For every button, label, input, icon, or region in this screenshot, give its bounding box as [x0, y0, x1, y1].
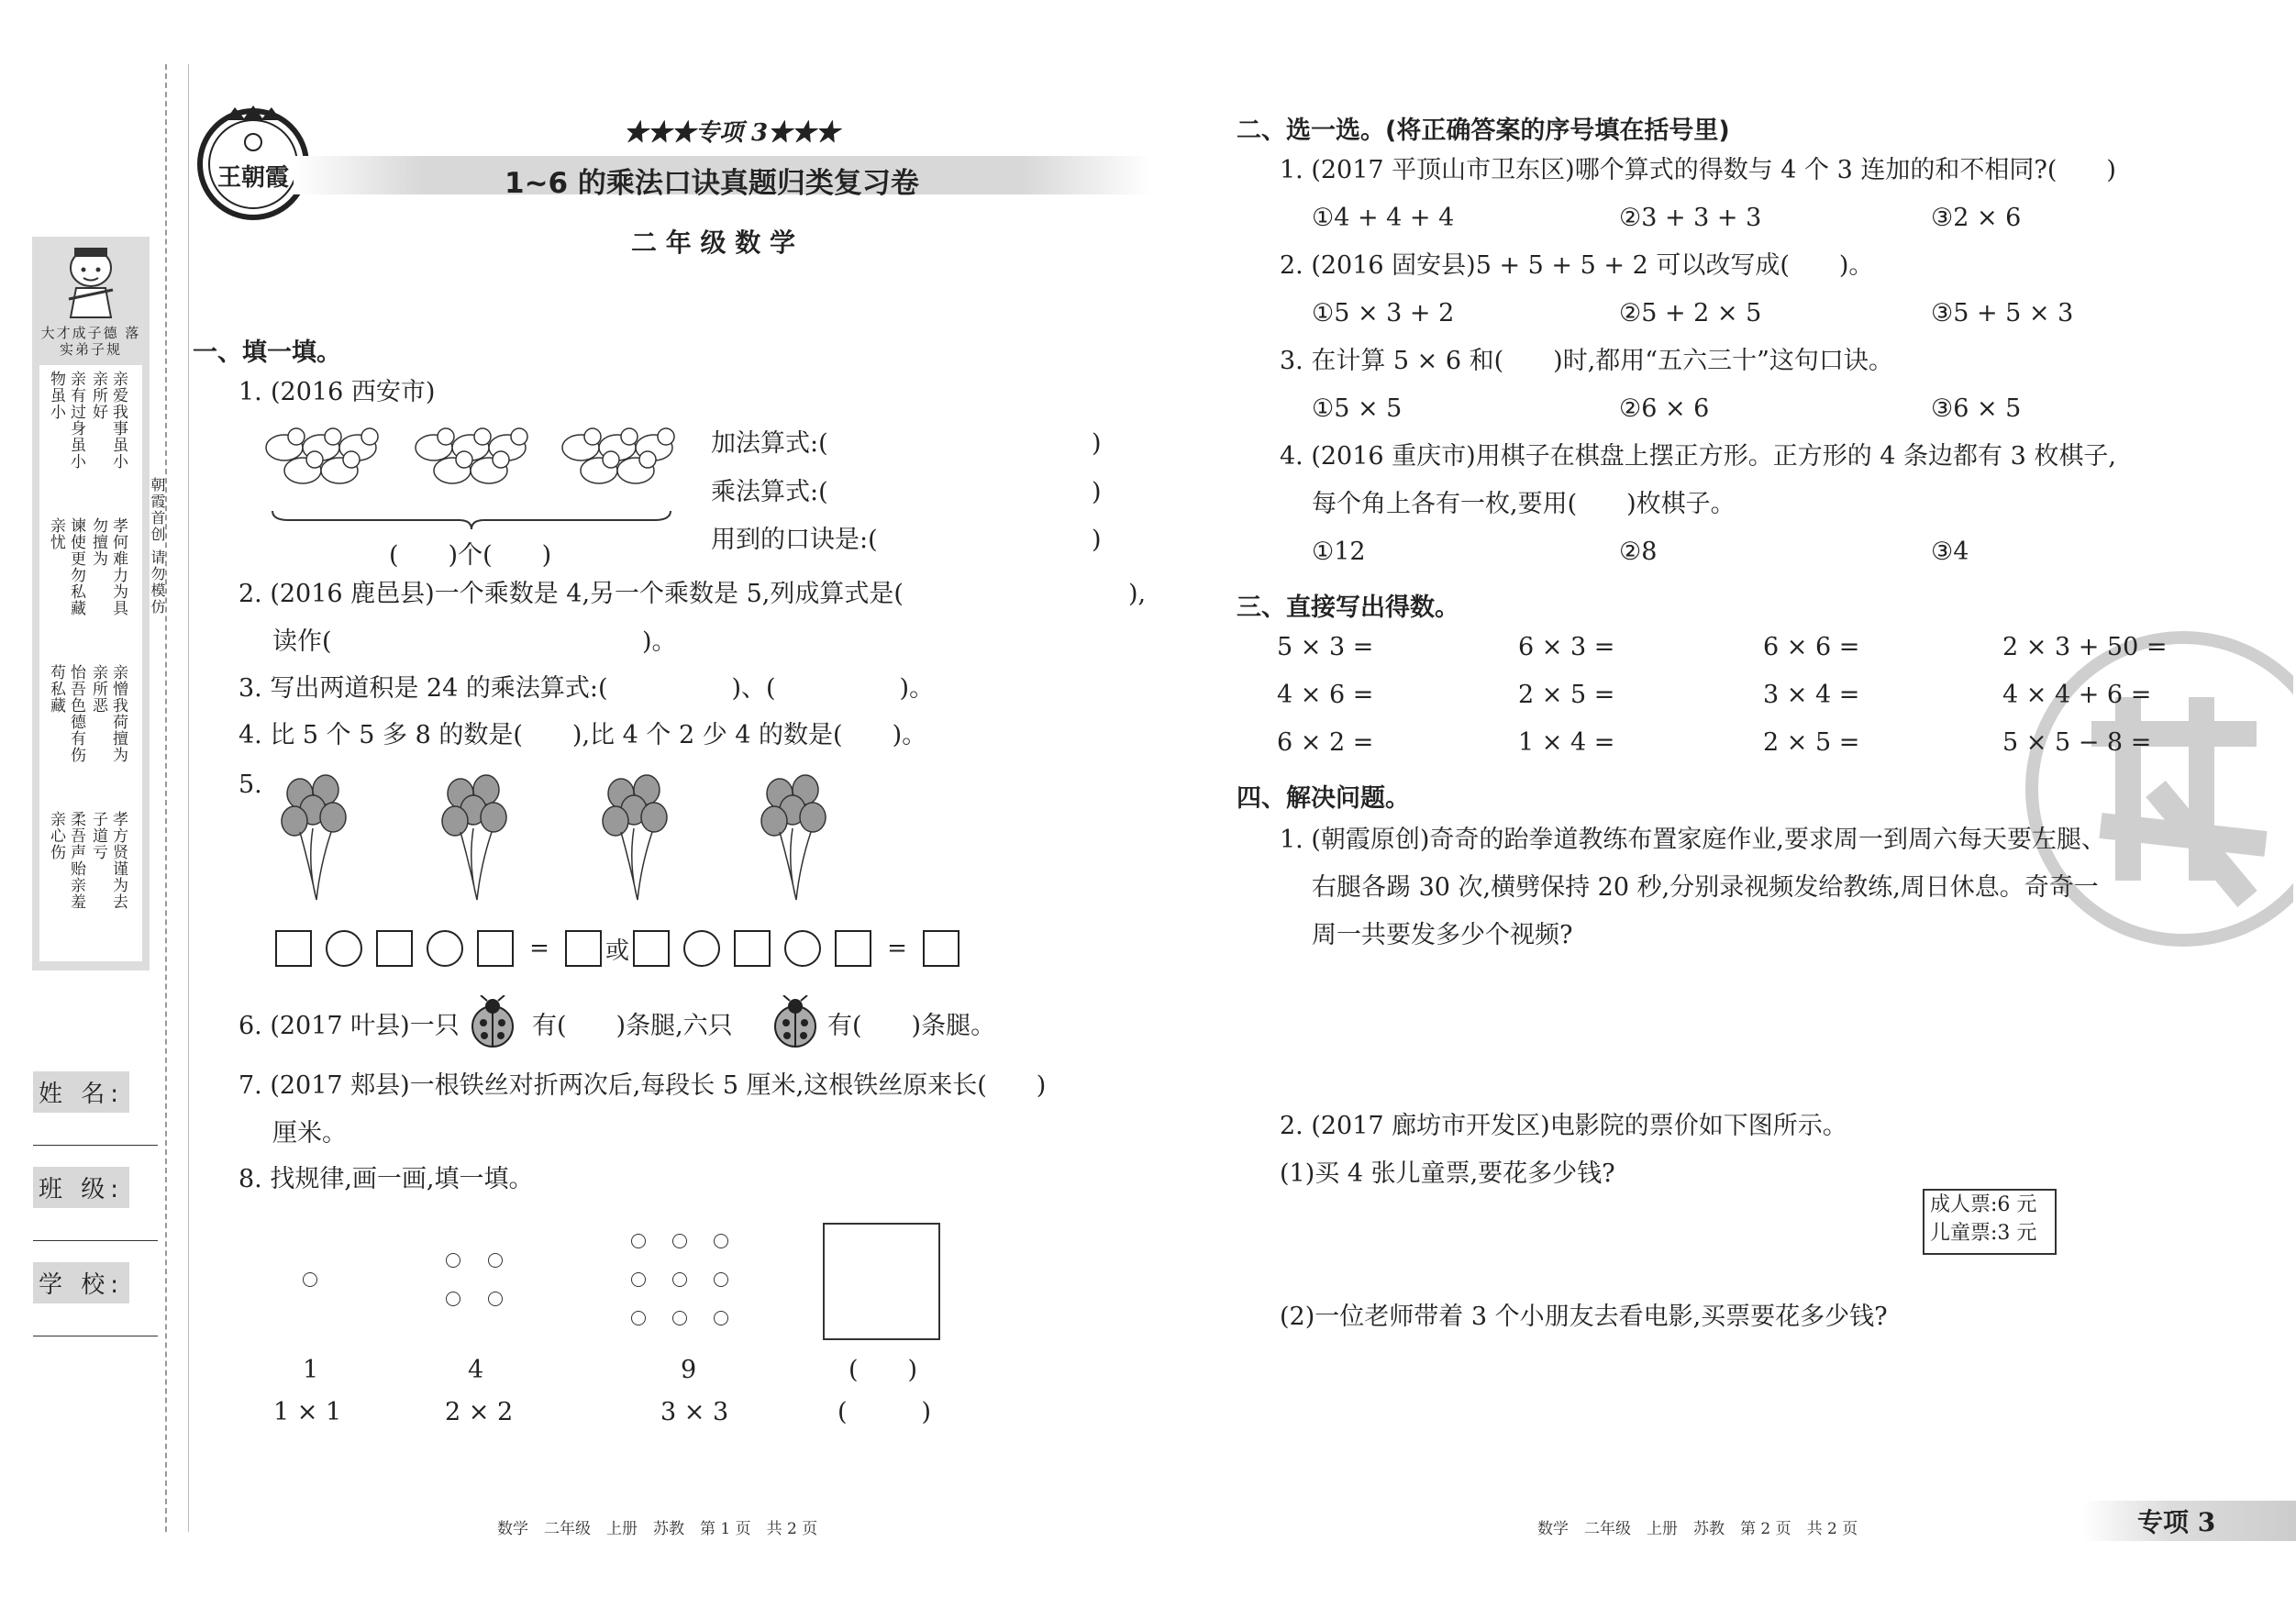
binding-dashed-line: [165, 64, 167, 1532]
s4-q1-line: 1. (朝霞原创)奇奇的跆拳道教练布置家庭作业,要求周一到周六每天要左腿、: [1280, 826, 2106, 854]
page-title: 1~6 的乘法口诀真题归类复习卷: [505, 167, 919, 200]
rhyme-label: 用到的口诀是:(: [711, 526, 878, 554]
mascot-icon: [58, 244, 124, 319]
pattern-dot: [488, 1253, 503, 1268]
pattern-dot: [631, 1311, 646, 1325]
brace-label: ( )个( ): [389, 541, 552, 570]
s2-q1-stem: 1. (2017 平顶山市卫东区)哪个算式的得数与 4 个 3 连加的和不相同?( ): [1280, 156, 2116, 184]
rhyme-close: ): [1092, 526, 1102, 554]
q4: 4. 比 5 个 5 多 8 的数是( ),比 4 个 2 少 4 的数是( )。: [238, 721, 927, 749]
school-label: 学 校:: [33, 1262, 129, 1303]
chick-group-3: [558, 420, 677, 494]
equals-sign: =: [529, 935, 549, 962]
header-badge: ★★★专项 3★★★: [624, 119, 840, 147]
s2-option[interactable]: ②5 + 2 × 5: [1619, 299, 1762, 327]
s2-option[interactable]: ①4 + 4 + 4: [1312, 204, 1455, 232]
chick-group-2: [411, 420, 530, 494]
left-footer: 数学 二年级 上册 苏教 第 1 页 共 2 页: [497, 1520, 818, 1538]
s4-q1-line: 右腿各踢 30 次,横劈保持 20 秒,分别录视频发给教练,周日休息。奇奇一: [1312, 873, 2099, 902]
answer-box[interactable]: [734, 930, 771, 967]
vertical-note: 朝霞首创 请勿模仿: [149, 477, 166, 616]
answer-box[interactable]: [275, 930, 312, 967]
product-label: 2 × 2: [445, 1398, 514, 1426]
q5-answer-row: [275, 930, 959, 967]
pattern-dot: [446, 1292, 460, 1306]
q7-line1: 7. (2017 郏县)一根铁丝对折两次后,每段长 5 厘米,这根铁丝原来长( ): [238, 1071, 1047, 1100]
calc-item: 6 × 6 =: [1763, 633, 1860, 661]
s2-q3-stem: 3. 在计算 5 × 6 和( )时,都用“五六三十”这句口诀。: [1280, 347, 1893, 375]
calc-item: 5 × 5 − 8 =: [2002, 728, 2152, 757]
q2-line2-end: )。: [642, 627, 677, 656]
pattern-dot: [631, 1272, 646, 1287]
s2-option[interactable]: ①5 × 5: [1312, 394, 1403, 423]
calc-item: 4 × 4 + 6 =: [2002, 681, 2152, 709]
s4-q1-line: 周一共要发多少个视频?: [1312, 921, 1573, 949]
count-label: 1: [303, 1356, 319, 1384]
class-label: 班 级:: [33, 1167, 129, 1208]
section4-heading: 四、解决问题。: [1237, 784, 1410, 813]
sidebar-motto: 大才成子德 落实弟子规: [40, 325, 141, 358]
add-label: 加法算式:(: [711, 429, 828, 458]
s2-option[interactable]: ③5 + 5 × 3: [1931, 299, 2074, 327]
watermark-seal: [2018, 624, 2293, 954]
name-field[interactable]: [33, 1143, 158, 1146]
name-label: 姓 名:: [33, 1071, 129, 1113]
ladybug-icon: [468, 995, 517, 1048]
calc-item: 6 × 2 =: [1277, 728, 1374, 757]
q3: 3. 写出两道积是 24 的乘法算式:( )、( )。: [238, 674, 935, 703]
answer-box[interactable]: [477, 930, 514, 967]
child-ticket-price: 儿童票:3 元: [1930, 1222, 2037, 1245]
balloon-bunch-4: [760, 773, 833, 902]
page-divider-line: [188, 64, 189, 1532]
s2-q4-stem2: 每个角上各有一枚,要用( )枚棋子。: [1312, 490, 1736, 518]
section3-heading: 三、直接写出得数。: [1237, 593, 1459, 622]
answer-box[interactable]: [633, 930, 670, 967]
s4-q2-stem: 2. (2017 廊坊市开发区)电影院的票价如下图所示。: [1280, 1112, 1847, 1140]
q6-part1: 6. (2017 叶县)一只: [238, 1012, 460, 1040]
class-field[interactable]: [33, 1238, 158, 1241]
calc-item: 4 × 6 =: [1277, 681, 1374, 709]
s2-q4-stem: 4. (2016 重庆市)用棋子在棋盘上摆正方形。正方形的 4 条边都有 3 枚棋子,: [1280, 442, 2116, 471]
q1-source: (2016 西安市): [271, 378, 436, 406]
s2-option[interactable]: ③2 × 6: [1931, 204, 2022, 232]
pattern-dot: [672, 1311, 687, 1325]
chick-group-1: [261, 420, 381, 494]
calc-item: 1 × 4 =: [1518, 728, 1615, 757]
q1-number: 1.: [238, 378, 262, 406]
pattern-dot: [488, 1292, 503, 1306]
ticket-price-box: [1923, 1189, 2057, 1255]
s2-option[interactable]: ②8: [1619, 538, 1658, 566]
calc-item: 2 × 5 =: [1518, 681, 1615, 709]
pattern-dot: [631, 1234, 646, 1248]
operator-circle[interactable]: [784, 930, 821, 967]
product-label: 3 × 3: [660, 1398, 729, 1426]
product-label: 1 × 1: [273, 1398, 342, 1426]
s2-option[interactable]: ③6 × 5: [1931, 394, 2022, 423]
corner-label: 专项 3: [2137, 1507, 2216, 1537]
operator-circle[interactable]: [683, 930, 720, 967]
calc-item: 3 × 4 =: [1763, 681, 1860, 709]
mul-label: 乘法算式:(: [711, 478, 828, 506]
section1-heading: 一、填一填。: [193, 338, 341, 367]
answer-box[interactable]: [565, 930, 602, 967]
page-subtitle: 二 年 级 数 学: [631, 227, 795, 258]
count-label: ( ): [849, 1356, 918, 1384]
s2-option[interactable]: ③4: [1931, 538, 1969, 566]
pattern-dot: [714, 1234, 728, 1248]
or-text: 或: [605, 937, 629, 965]
add-close: ): [1092, 429, 1102, 458]
pattern-dot: [714, 1311, 728, 1325]
brace: [271, 509, 672, 531]
s2-option[interactable]: ②3 + 3 + 3: [1619, 204, 1762, 232]
q6-part2: 有( )条腿,六只: [532, 1012, 733, 1040]
q6-part3: 有( )条腿。: [827, 1012, 996, 1040]
drawing-box[interactable]: [823, 1223, 940, 1340]
q2-line2: 读作(: [272, 627, 332, 656]
adult-ticket-price: 成人票:6 元: [1930, 1193, 2037, 1216]
calc-item: 6 × 3 =: [1518, 633, 1615, 661]
s4-q2-part2: (2)一位老师带着 3 个小朋友去看电影,买票要花多少钱?: [1280, 1303, 1888, 1331]
pattern-dot: [672, 1234, 687, 1248]
balloon-bunch-2: [440, 773, 514, 902]
s2-option[interactable]: ②6 × 6: [1619, 394, 1710, 423]
q7-line2: 厘米。: [272, 1119, 347, 1148]
operator-circle[interactable]: [326, 930, 362, 967]
s2-option[interactable]: ①12: [1312, 538, 1366, 566]
sidebar-poem-text: 亲爱我事虽小 亲所好 孝何难力为具 勿擅为 亲憎我荷擅为 亲所恶 孝方贤谨为去 子道亏 亲有过身虽小 物虽小 谏使更勿私藏 亲忧 怡吾色德有伤 苟私藏 柔吾声贻亲羞 亲心伤: [47, 371, 128, 910]
s2-option[interactable]: ①5 × 3 + 2: [1312, 299, 1455, 327]
pattern-dot: [303, 1272, 317, 1287]
product-label: ( ): [837, 1398, 932, 1426]
q8-title: 8. 找规律,画一画,填一填。: [238, 1165, 534, 1193]
pattern-dot: [672, 1272, 687, 1287]
q2-line1-end: ),: [1128, 580, 1147, 608]
q2-line1: 2. (2016 鹿邑县)一个乘数是 4,另一个乘数是 5,列成算式是(: [238, 580, 904, 608]
count-label: 9: [681, 1356, 697, 1384]
ladybug-icon: [771, 995, 820, 1048]
answer-box[interactable]: [923, 930, 959, 967]
section2-heading: 二、选一选。(将正确答案的序号填在括号里): [1237, 116, 1730, 145]
q5-number: 5.: [238, 771, 262, 799]
s4-q2-part1: (1)买 4 张儿童票,要花多少钱?: [1280, 1159, 1615, 1188]
calc-item: 5 × 3 =: [1277, 633, 1374, 661]
mul-close: ): [1092, 478, 1102, 506]
pattern-dot: [714, 1272, 728, 1287]
calc-item: 2 × 5 =: [1763, 728, 1860, 757]
balloon-bunch-3: [601, 773, 674, 902]
balloon-bunch-1: [280, 773, 353, 902]
answer-box[interactable]: [835, 930, 871, 967]
calc-item: 2 × 3 + 50 =: [2002, 633, 2168, 661]
equals-sign: =: [887, 935, 907, 962]
pattern-dot: [446, 1253, 460, 1268]
logo-text: 王朝霞: [216, 164, 289, 192]
s2-q2-stem: 2. (2016 固安县)5 + 5 + 5 + 2 可以改写成( )。: [1280, 251, 1874, 280]
right-footer: 数学 二年级 上册 苏教 第 2 页 共 2 页: [1537, 1520, 1858, 1538]
count-label: 4: [468, 1356, 484, 1384]
answer-box[interactable]: [376, 930, 413, 967]
operator-circle[interactable]: [427, 930, 463, 967]
school-field[interactable]: [33, 1334, 158, 1336]
